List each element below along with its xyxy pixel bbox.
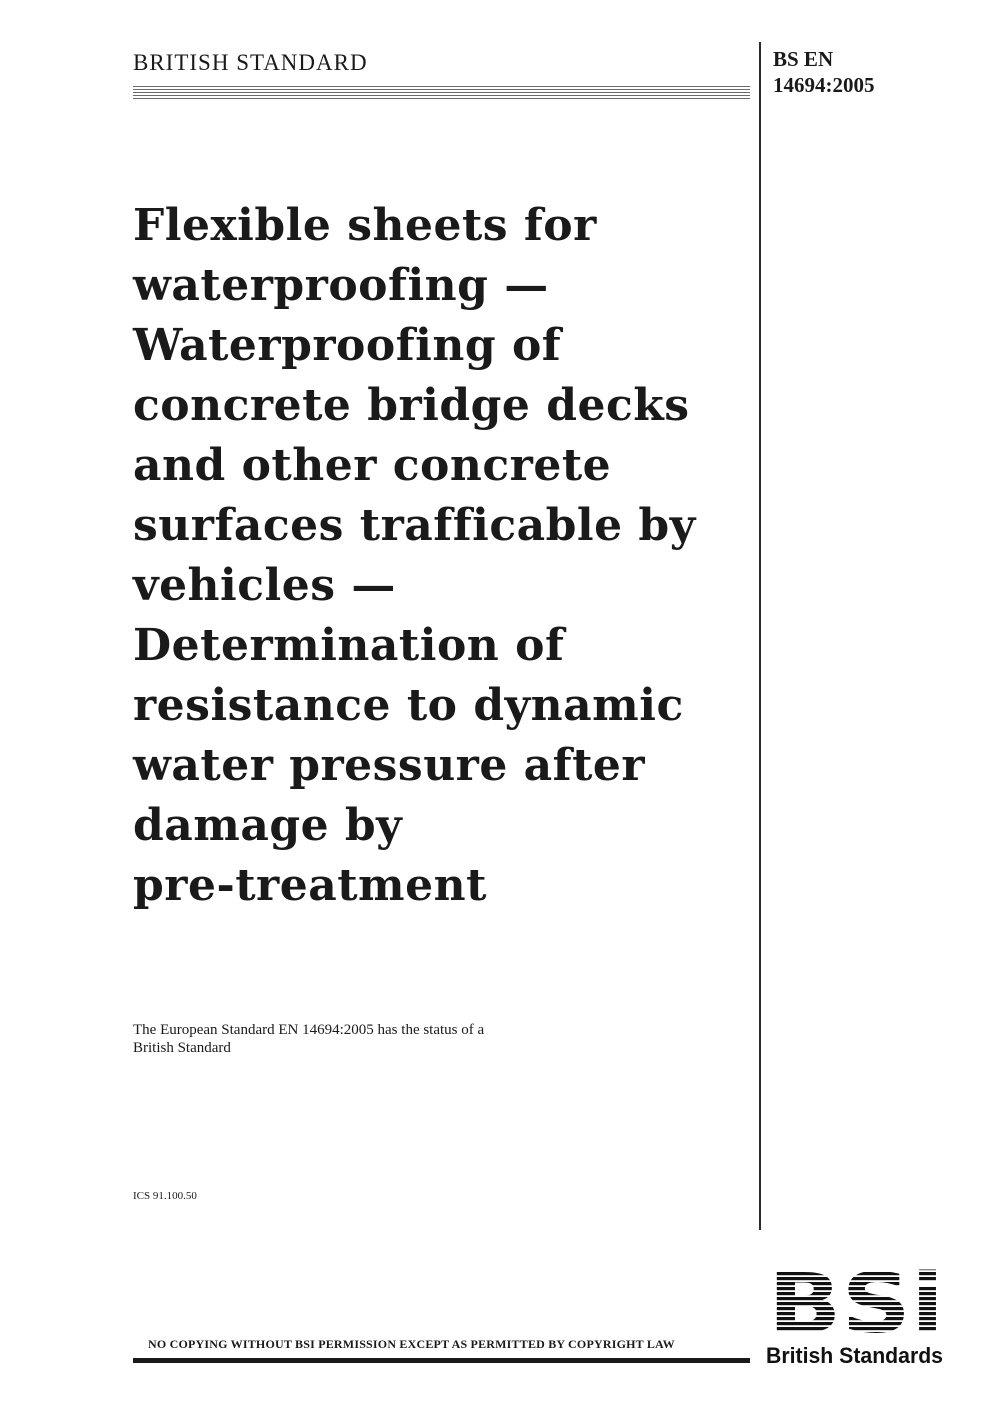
bsi-logo xyxy=(766,1262,946,1370)
ics-code: ICS 91.100.50 xyxy=(133,1190,197,1202)
standard-number-prefix: BS EN xyxy=(773,47,834,71)
title-line: Flexible sheets for xyxy=(133,200,597,251)
title-line: damage by xyxy=(133,800,403,851)
footer-rule xyxy=(133,1358,750,1363)
title-line: water pressure after xyxy=(133,740,646,791)
title-line: vehicles — xyxy=(133,560,396,611)
title-line: pre-treatment xyxy=(133,860,487,911)
title-line: surfaces trafficable by xyxy=(133,500,696,551)
document-type-label: BRITISH STANDARD xyxy=(133,50,368,75)
title-line: resistance to dynamic xyxy=(133,680,684,731)
document-title xyxy=(133,196,748,916)
title-line: Determination of xyxy=(133,620,565,671)
header-rule xyxy=(133,86,750,100)
status-note xyxy=(133,1021,633,1057)
title-line: waterproofing — xyxy=(133,260,549,311)
bsi-logo-caption: British Standards xyxy=(766,1343,943,1368)
bsi-logo-stripes xyxy=(766,1262,946,1337)
status-note-line: The European Standard EN 14694:2005 has the status of a xyxy=(133,1022,485,1038)
title-line: Waterproofing of xyxy=(133,320,562,371)
status-note-line: British Standard xyxy=(133,1040,231,1056)
title-line: and other concrete xyxy=(133,440,612,491)
vertical-divider xyxy=(759,42,761,1230)
standard-number-code: 14694:2005 xyxy=(773,73,875,97)
standard-number xyxy=(773,46,933,98)
title-line: concrete bridge decks xyxy=(133,380,690,431)
copyright-notice: NO COPYING WITHOUT BSI PERMISSION EXCEPT AS PERMITTED BY COPYRIGHT LAW xyxy=(148,1337,675,1351)
